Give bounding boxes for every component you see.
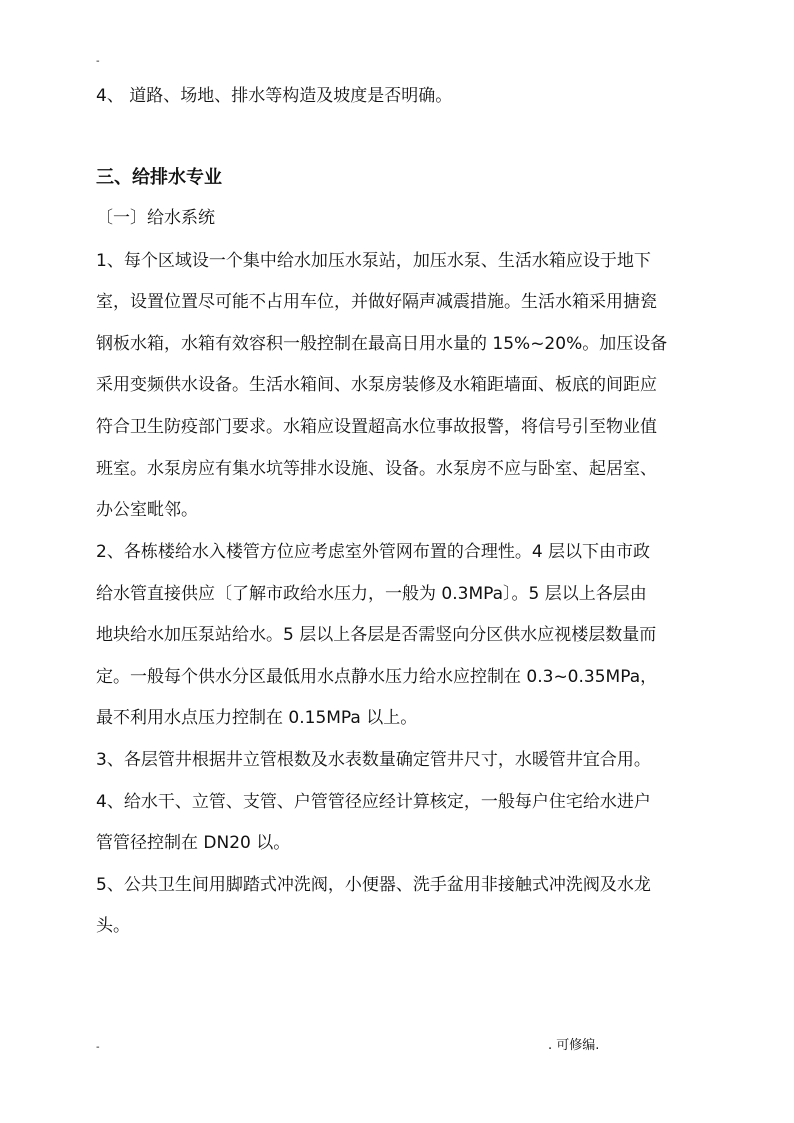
paragraph-line: 钢板水箱，水箱有效容积一般控制在最高日用水量的 15%~20%。加压设备 xyxy=(96,334,668,354)
paragraph-line: 办公室毗邻。 xyxy=(96,500,198,520)
paragraph-line: 定。一般每个供水分区最低用水点静水压力给水应控制在 0.3~0.35MPa， xyxy=(96,667,658,687)
paragraph-line: 3、各层管井根据井立管根数及水表数量确定管井尺寸，水暖管井宜合用。 xyxy=(96,750,651,770)
item-4-roads: 4、 道路、场地、排水等构造及坡度是否明确。 xyxy=(96,86,453,106)
paragraph-line: 最不利用水点压力控制在 0.15MPa 以上。 xyxy=(96,708,418,728)
paragraph-line: 室，设置位置尽可能不占用车位，并做好隔声减震措施。生活水箱采用搪瓷 xyxy=(96,292,657,312)
section-title: 三、给排水专业 xyxy=(96,167,222,188)
paragraph-line: 5、公共卫生间用脚踏式冲洗阀，小便器、洗手盆用非接触式冲洗阀及水龙 xyxy=(96,875,651,895)
paragraph-line: 2、各栋楼给水入楼管方位应考虑室外管网布置的合理性。4 层以下由市政 xyxy=(96,542,651,562)
paragraph-line: 采用变频供水设备。生活水箱间、水泵房装修及水箱距墙面、板底的间距应 xyxy=(96,375,657,395)
paragraph-line: 地块给水加压泵站给水。5 层以上各层是否需竖向分区供水应视楼层数量而 xyxy=(96,625,657,645)
paragraph-line: 头。 xyxy=(96,916,130,936)
paragraph-line: 1、每个区域设一个集中给水加压水泵站，加压水泵、生活水箱应设于地下 xyxy=(96,251,651,271)
paragraph-line: 班室。水泵房应有集水坑等排水设施、设备。水泵房不应与卧室、起居室、 xyxy=(96,459,657,479)
paragraph-line: 管管径控制在 DN20 以。 xyxy=(96,833,291,853)
subsection-title: 〔一〕给水系统 xyxy=(96,208,215,228)
paragraph-line: 给水管直接供应〔了解市政给水压力，一般为 0.3MPa〕。5 层以上各层由 xyxy=(96,584,647,604)
footer-mark: - xyxy=(96,1042,100,1053)
paragraph-line: 4、给水干、立管、支管、户管管径应经计算核定，一般每户住宅给水进户 xyxy=(96,792,651,812)
paragraph-line: 符合卫生防疫部门要求。水箱应设置超高水位事故报警，将信号引至物业值 xyxy=(96,417,657,437)
footer-editable-note: . 可修编. xyxy=(548,1038,600,1053)
header-mark: - xyxy=(96,56,100,67)
